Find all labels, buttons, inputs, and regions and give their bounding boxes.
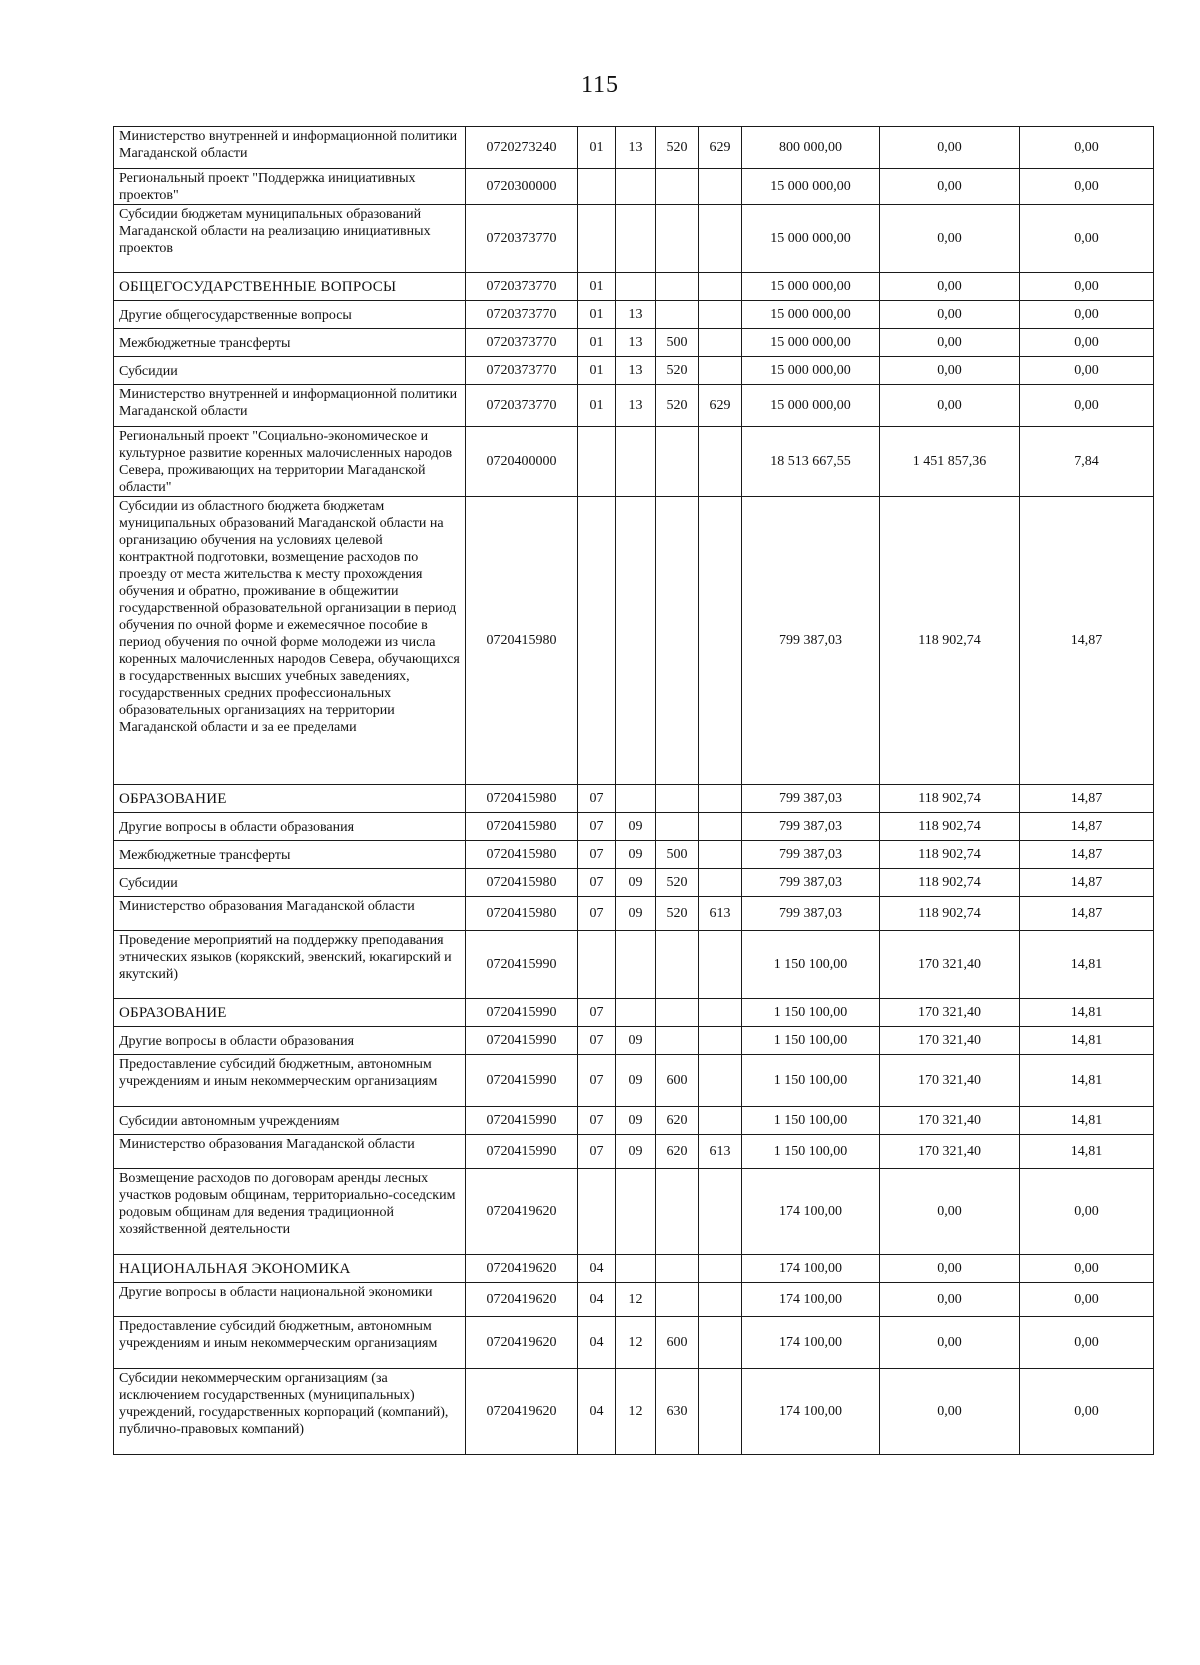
cell-podrazdel xyxy=(616,1255,656,1283)
cell-razdel: 04 xyxy=(578,1255,616,1283)
cell-vr xyxy=(656,999,699,1027)
cell-code: 0720415990 xyxy=(466,931,578,999)
cell-ved xyxy=(699,1055,742,1107)
cell-name: Межбюджетные трансферты xyxy=(114,329,466,357)
cell-code: 0720419620 xyxy=(466,1255,578,1283)
cell-fact: 0,00 xyxy=(880,273,1020,301)
cell-razdel: 07 xyxy=(578,897,616,931)
cell-razdel: 04 xyxy=(578,1369,616,1455)
cell-code: 0720415980 xyxy=(466,497,578,785)
cell-ved xyxy=(699,497,742,785)
cell-plan: 15 000 000,00 xyxy=(742,273,880,301)
cell-code: 0720419620 xyxy=(466,1317,578,1369)
cell-fact: 0,00 xyxy=(880,1317,1020,1369)
cell-name: Предоставление субсидий бюджетным, автономным учреждениям и иным некоммерческим организациям xyxy=(114,1055,466,1107)
cell-vr: 520 xyxy=(656,127,699,169)
cell-name: НАЦИОНАЛЬНАЯ ЭКОНОМИКА xyxy=(114,1255,466,1283)
cell-percent: 14,81 xyxy=(1020,1027,1154,1055)
cell-code: 0720373770 xyxy=(466,357,578,385)
cell-percent: 14,87 xyxy=(1020,497,1154,785)
cell-name: Субсидии бюджетам муниципальных образований Магаданской области на реализацию инициативных проектов xyxy=(114,205,466,273)
cell-ved xyxy=(699,329,742,357)
cell-plan: 799 387,03 xyxy=(742,869,880,897)
cell-fact: 170 321,40 xyxy=(880,1135,1020,1169)
cell-fact: 118 902,74 xyxy=(880,897,1020,931)
cell-plan: 1 150 100,00 xyxy=(742,1055,880,1107)
cell-plan: 15 000 000,00 xyxy=(742,301,880,329)
cell-name: ОБРАЗОВАНИЕ xyxy=(114,999,466,1027)
table-row xyxy=(114,301,1154,329)
table-row xyxy=(114,273,1154,301)
cell-vr xyxy=(656,813,699,841)
cell-code: 0720415990 xyxy=(466,1055,578,1107)
cell-podrazdel: 13 xyxy=(616,329,656,357)
table-row xyxy=(114,1369,1154,1455)
budget-table xyxy=(113,126,1154,1455)
cell-podrazdel: 09 xyxy=(616,897,656,931)
cell-podrazdel: 09 xyxy=(616,1055,656,1107)
cell-vr xyxy=(656,273,699,301)
cell-code: 0720373770 xyxy=(466,301,578,329)
cell-fact: 170 321,40 xyxy=(880,1027,1020,1055)
cell-razdel: 01 xyxy=(578,357,616,385)
cell-code: 0720419620 xyxy=(466,1169,578,1255)
table-row xyxy=(114,357,1154,385)
cell-razdel xyxy=(578,497,616,785)
cell-vr xyxy=(656,785,699,813)
cell-razdel: 07 xyxy=(578,1107,616,1135)
cell-razdel xyxy=(578,205,616,273)
cell-code: 0720273240 xyxy=(466,127,578,169)
cell-percent: 14,87 xyxy=(1020,869,1154,897)
cell-code: 0720415980 xyxy=(466,897,578,931)
cell-ved: 613 xyxy=(699,1135,742,1169)
cell-vr: 630 xyxy=(656,1369,699,1455)
cell-podrazdel: 09 xyxy=(616,869,656,897)
cell-name: Другие общегосударственные вопросы xyxy=(114,301,466,329)
table-row xyxy=(114,1317,1154,1369)
cell-percent: 0,00 xyxy=(1020,127,1154,169)
cell-percent: 0,00 xyxy=(1020,1255,1154,1283)
cell-podrazdel xyxy=(616,497,656,785)
cell-razdel: 01 xyxy=(578,127,616,169)
table-row xyxy=(114,385,1154,427)
cell-vr: 520 xyxy=(656,869,699,897)
cell-ved xyxy=(699,205,742,273)
cell-fact: 0,00 xyxy=(880,205,1020,273)
cell-podrazdel xyxy=(616,999,656,1027)
cell-podrazdel: 09 xyxy=(616,841,656,869)
table-row xyxy=(114,841,1154,869)
table-row xyxy=(114,497,1154,785)
cell-vr: 620 xyxy=(656,1135,699,1169)
cell-razdel xyxy=(578,931,616,999)
cell-plan: 799 387,03 xyxy=(742,841,880,869)
cell-percent: 0,00 xyxy=(1020,273,1154,301)
cell-code: 0720415980 xyxy=(466,869,578,897)
cell-percent: 0,00 xyxy=(1020,1369,1154,1455)
cell-plan: 1 150 100,00 xyxy=(742,1107,880,1135)
table-row xyxy=(114,869,1154,897)
cell-percent: 0,00 xyxy=(1020,1283,1154,1317)
cell-fact: 0,00 xyxy=(880,169,1020,205)
cell-plan: 799 387,03 xyxy=(742,897,880,931)
table-row xyxy=(114,897,1154,931)
cell-razdel: 01 xyxy=(578,301,616,329)
cell-ved: 629 xyxy=(699,127,742,169)
cell-podrazdel: 13 xyxy=(616,127,656,169)
cell-percent: 14,87 xyxy=(1020,785,1154,813)
table-row xyxy=(114,427,1154,497)
cell-plan: 15 000 000,00 xyxy=(742,357,880,385)
cell-plan: 174 100,00 xyxy=(742,1255,880,1283)
cell-podrazdel xyxy=(616,205,656,273)
cell-name: Министерство внутренней и информационной политики Магаданской области xyxy=(114,385,466,427)
table-row xyxy=(114,785,1154,813)
cell-fact: 118 902,74 xyxy=(880,841,1020,869)
cell-ved xyxy=(699,1107,742,1135)
cell-podrazdel: 09 xyxy=(616,813,656,841)
cell-fact: 0,00 xyxy=(880,1369,1020,1455)
table-row xyxy=(114,1107,1154,1135)
cell-fact: 0,00 xyxy=(880,1283,1020,1317)
table-row xyxy=(114,1169,1154,1255)
cell-vr xyxy=(656,169,699,205)
cell-fact: 0,00 xyxy=(880,1255,1020,1283)
cell-ved xyxy=(699,1283,742,1317)
cell-percent: 14,87 xyxy=(1020,841,1154,869)
table-row xyxy=(114,1027,1154,1055)
cell-code: 0720419620 xyxy=(466,1283,578,1317)
cell-razdel: 07 xyxy=(578,999,616,1027)
cell-percent: 7,84 xyxy=(1020,427,1154,497)
cell-ved xyxy=(699,1255,742,1283)
cell-podrazdel xyxy=(616,427,656,497)
table-row xyxy=(114,329,1154,357)
cell-vr xyxy=(656,1027,699,1055)
cell-code: 0720300000 xyxy=(466,169,578,205)
cell-percent: 14,81 xyxy=(1020,1055,1154,1107)
cell-vr xyxy=(656,1283,699,1317)
cell-name: Региональный проект "Поддержка инициативных проектов" xyxy=(114,169,466,205)
cell-podrazdel xyxy=(616,931,656,999)
cell-vr xyxy=(656,931,699,999)
cell-vr: 520 xyxy=(656,357,699,385)
cell-podrazdel: 12 xyxy=(616,1369,656,1455)
cell-podrazdel: 12 xyxy=(616,1317,656,1369)
cell-podrazdel: 09 xyxy=(616,1135,656,1169)
table-row xyxy=(114,1255,1154,1283)
cell-podrazdel xyxy=(616,1169,656,1255)
cell-podrazdel: 09 xyxy=(616,1107,656,1135)
cell-razdel: 07 xyxy=(578,1027,616,1055)
cell-name: Министерство образования Магаданской области xyxy=(114,897,466,931)
cell-ved xyxy=(699,1027,742,1055)
cell-ved xyxy=(699,1369,742,1455)
cell-code: 0720415980 xyxy=(466,841,578,869)
cell-code: 0720415990 xyxy=(466,1027,578,1055)
cell-name: Другие вопросы в области образования xyxy=(114,813,466,841)
cell-percent: 0,00 xyxy=(1020,385,1154,427)
cell-name: Министерство образования Магаданской области xyxy=(114,1135,466,1169)
cell-code: 0720415980 xyxy=(466,813,578,841)
cell-plan: 174 100,00 xyxy=(742,1369,880,1455)
cell-razdel: 01 xyxy=(578,329,616,357)
cell-percent: 0,00 xyxy=(1020,1169,1154,1255)
cell-fact: 170 321,40 xyxy=(880,1107,1020,1135)
cell-podrazdel: 09 xyxy=(616,1027,656,1055)
cell-plan: 174 100,00 xyxy=(742,1169,880,1255)
cell-ved: 613 xyxy=(699,897,742,931)
cell-name: Предоставление субсидий бюджетным, автономным учреждениям и иным некоммерческим организациям xyxy=(114,1317,466,1369)
cell-razdel xyxy=(578,427,616,497)
cell-plan: 18 513 667,55 xyxy=(742,427,880,497)
cell-name: Проведение мероприятий на поддержку преподавания этнических языков (корякский, эвенский, юкагирский и якутский) xyxy=(114,931,466,999)
cell-podrazdel xyxy=(616,273,656,301)
cell-vr: 500 xyxy=(656,841,699,869)
cell-code: 0720415990 xyxy=(466,999,578,1027)
table-row xyxy=(114,813,1154,841)
cell-razdel: 07 xyxy=(578,1135,616,1169)
cell-code: 0720415980 xyxy=(466,785,578,813)
cell-name: ОБРАЗОВАНИЕ xyxy=(114,785,466,813)
cell-plan: 15 000 000,00 xyxy=(742,385,880,427)
cell-razdel: 07 xyxy=(578,1055,616,1107)
cell-plan: 800 000,00 xyxy=(742,127,880,169)
cell-podrazdel: 13 xyxy=(616,301,656,329)
cell-vr: 600 xyxy=(656,1317,699,1369)
cell-code: 0720419620 xyxy=(466,1369,578,1455)
cell-vr: 500 xyxy=(656,329,699,357)
cell-name: Субсидии автономным учреждениям xyxy=(114,1107,466,1135)
cell-podrazdel: 13 xyxy=(616,357,656,385)
cell-vr xyxy=(656,497,699,785)
cell-ved xyxy=(699,273,742,301)
cell-ved xyxy=(699,869,742,897)
cell-percent: 14,81 xyxy=(1020,999,1154,1027)
cell-razdel: 07 xyxy=(578,785,616,813)
cell-fact: 118 902,74 xyxy=(880,785,1020,813)
cell-vr xyxy=(656,205,699,273)
cell-percent: 0,00 xyxy=(1020,301,1154,329)
cell-vr xyxy=(656,1255,699,1283)
cell-razdel: 07 xyxy=(578,841,616,869)
table-row xyxy=(114,999,1154,1027)
table-row xyxy=(114,1283,1154,1317)
cell-vr xyxy=(656,1169,699,1255)
cell-ved xyxy=(699,841,742,869)
cell-fact: 170 321,40 xyxy=(880,931,1020,999)
cell-name: Субсидии xyxy=(114,869,466,897)
cell-percent: 0,00 xyxy=(1020,357,1154,385)
cell-vr xyxy=(656,427,699,497)
table-row xyxy=(114,1135,1154,1169)
cell-fact: 0,00 xyxy=(880,329,1020,357)
cell-podrazdel: 13 xyxy=(616,385,656,427)
cell-razdel: 01 xyxy=(578,385,616,427)
cell-razdel xyxy=(578,1169,616,1255)
cell-plan: 174 100,00 xyxy=(742,1317,880,1369)
cell-plan: 1 150 100,00 xyxy=(742,1027,880,1055)
cell-plan: 799 387,03 xyxy=(742,785,880,813)
cell-ved xyxy=(699,1169,742,1255)
cell-podrazdel xyxy=(616,785,656,813)
cell-fact: 1 451 857,36 xyxy=(880,427,1020,497)
cell-fact: 118 902,74 xyxy=(880,813,1020,841)
cell-razdel: 04 xyxy=(578,1283,616,1317)
cell-fact: 0,00 xyxy=(880,301,1020,329)
cell-fact: 0,00 xyxy=(880,127,1020,169)
cell-ved xyxy=(699,357,742,385)
cell-percent: 0,00 xyxy=(1020,329,1154,357)
cell-fact: 170 321,40 xyxy=(880,1055,1020,1107)
budget-table-body xyxy=(114,127,1154,1455)
page-number: 115 xyxy=(580,72,620,98)
cell-ved xyxy=(699,301,742,329)
cell-code: 0720400000 xyxy=(466,427,578,497)
cell-razdel: 07 xyxy=(578,813,616,841)
cell-code: 0720373770 xyxy=(466,205,578,273)
cell-ved: 629 xyxy=(699,385,742,427)
cell-plan: 1 150 100,00 xyxy=(742,1135,880,1169)
table-row xyxy=(114,127,1154,169)
cell-razdel xyxy=(578,169,616,205)
table-row xyxy=(114,1055,1154,1107)
cell-fact: 0,00 xyxy=(880,385,1020,427)
cell-name: ОБЩЕГОСУДАРСТВЕННЫЕ ВОПРОСЫ xyxy=(114,273,466,301)
cell-name: Возмещение расходов по договорам аренды лесных участков родовым общинам, территориально-соседским родовым общинам для ведения традиционной хозяйственной деятельности xyxy=(114,1169,466,1255)
cell-code: 0720415990 xyxy=(466,1107,578,1135)
cell-ved xyxy=(699,931,742,999)
cell-vr: 600 xyxy=(656,1055,699,1107)
cell-plan: 799 387,03 xyxy=(742,497,880,785)
cell-percent: 0,00 xyxy=(1020,205,1154,273)
table-row xyxy=(114,931,1154,999)
cell-name: Субсидии некоммерческим организациям (за исключением государственных (муниципальных) учреждений, государственных корпораций (компаний), публично-правовых компаний) xyxy=(114,1369,466,1455)
cell-code: 0720373770 xyxy=(466,385,578,427)
table-row xyxy=(114,169,1154,205)
cell-code: 0720373770 xyxy=(466,273,578,301)
cell-ved xyxy=(699,169,742,205)
cell-razdel: 07 xyxy=(578,869,616,897)
cell-name: Региональный проект "Социально-экономическое и культурное развитие коренных малочисленных народов Севера, проживающих на территории Магаданской области" xyxy=(114,427,466,497)
cell-percent: 14,87 xyxy=(1020,897,1154,931)
cell-vr: 620 xyxy=(656,1107,699,1135)
cell-vr: 520 xyxy=(656,385,699,427)
cell-percent: 0,00 xyxy=(1020,169,1154,205)
cell-plan: 174 100,00 xyxy=(742,1283,880,1317)
cell-vr xyxy=(656,301,699,329)
cell-plan: 15 000 000,00 xyxy=(742,205,880,273)
cell-ved xyxy=(699,999,742,1027)
cell-plan: 15 000 000,00 xyxy=(742,329,880,357)
cell-fact: 0,00 xyxy=(880,1169,1020,1255)
cell-ved xyxy=(699,813,742,841)
cell-name: Субсидии из областного бюджета бюджетам муниципальных образований Магаданской области на организацию обучения на условиях целевой контрактной подготовки, возмещение расходов по проезду от места жительства к месту прохождения обучения и обратно, проживание в общежитии государственной образовательной организации в период обучения по очной форме и ежемесячное пособие в период обучения по очной форме молодежи из числа коренных малочисленных народов Севера, обучающихся в государственных высших учебных заведениях, государственных средних профессиональных образовательных организациях на территории Магаданской области и за ее пределами xyxy=(114,497,466,785)
cell-fact: 118 902,74 xyxy=(880,497,1020,785)
cell-podrazdel xyxy=(616,169,656,205)
cell-plan: 1 150 100,00 xyxy=(742,931,880,999)
cell-ved xyxy=(699,1317,742,1369)
cell-percent: 14,81 xyxy=(1020,931,1154,999)
cell-percent: 0,00 xyxy=(1020,1317,1154,1369)
cell-ved xyxy=(699,785,742,813)
cell-name: Другие вопросы в области национальной экономики xyxy=(114,1283,466,1317)
cell-percent: 14,81 xyxy=(1020,1107,1154,1135)
cell-plan: 799 387,03 xyxy=(742,813,880,841)
table-row xyxy=(114,205,1154,273)
cell-percent: 14,81 xyxy=(1020,1135,1154,1169)
cell-plan: 15 000 000,00 xyxy=(742,169,880,205)
cell-code: 0720373770 xyxy=(466,329,578,357)
cell-fact: 0,00 xyxy=(880,357,1020,385)
cell-fact: 118 902,74 xyxy=(880,869,1020,897)
cell-name: Межбюджетные трансферты xyxy=(114,841,466,869)
cell-plan: 1 150 100,00 xyxy=(742,999,880,1027)
cell-razdel: 04 xyxy=(578,1317,616,1369)
cell-name: Министерство внутренней и информационной политики Магаданской области xyxy=(114,127,466,169)
cell-vr: 520 xyxy=(656,897,699,931)
cell-ved xyxy=(699,427,742,497)
cell-percent: 14,87 xyxy=(1020,813,1154,841)
cell-name: Другие вопросы в области образования xyxy=(114,1027,466,1055)
cell-code: 0720415990 xyxy=(466,1135,578,1169)
cell-name: Субсидии xyxy=(114,357,466,385)
cell-podrazdel: 12 xyxy=(616,1283,656,1317)
cell-razdel: 01 xyxy=(578,273,616,301)
cell-fact: 170 321,40 xyxy=(880,999,1020,1027)
